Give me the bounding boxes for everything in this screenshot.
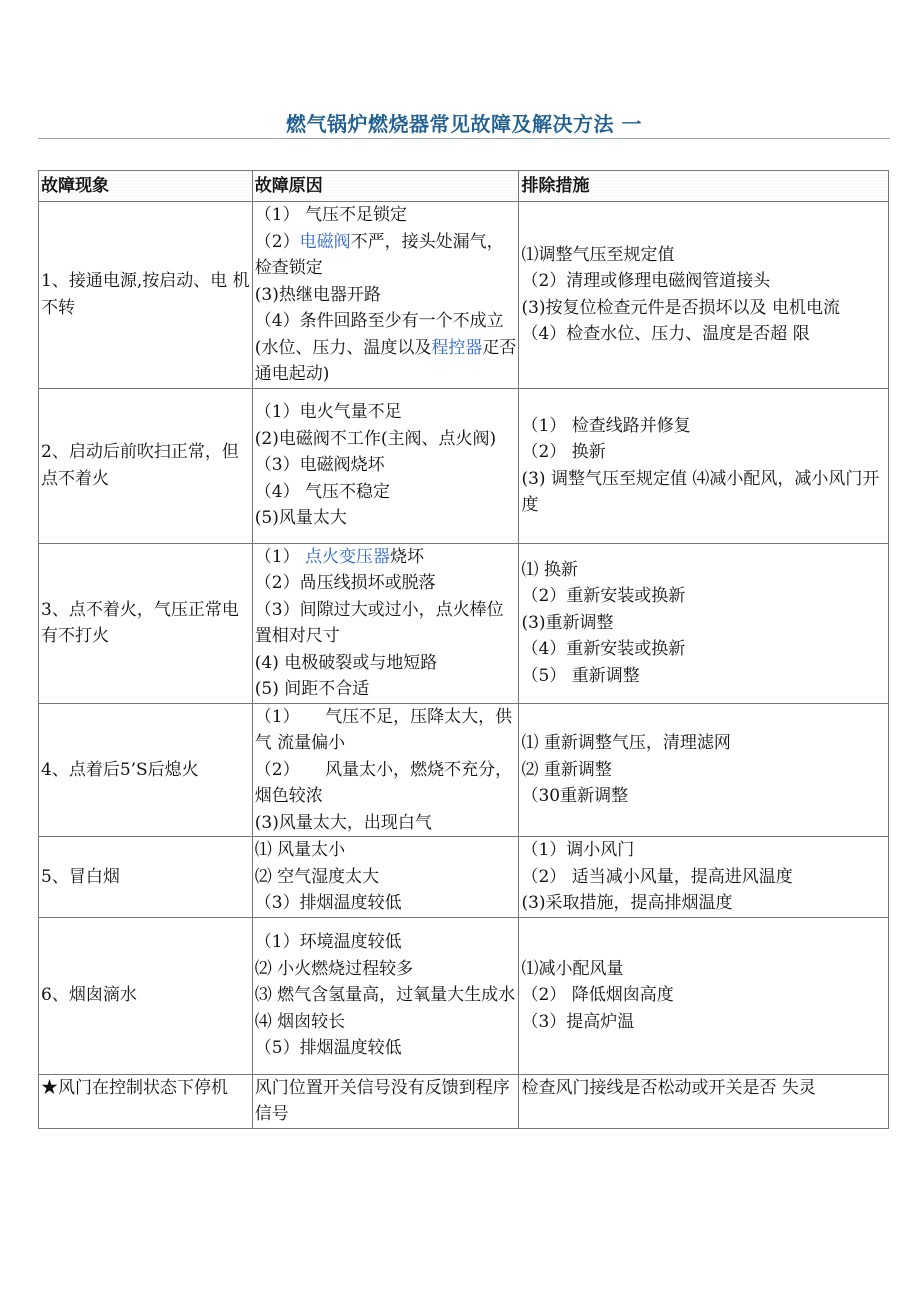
header-cause: 故障原因 [252, 171, 519, 202]
table-row [39, 917, 889, 1074]
cause-line: (5) 间距不合适 [254, 679, 370, 699]
fix-line: （2） 换新 [521, 442, 606, 462]
cause-line: （4）条件回路至少有一个不成立(水位、压力、温度以及程控器疋否通电起动) [254, 311, 517, 384]
table-row [39, 202, 889, 389]
fix-line: ⑵ 重新调整 [521, 759, 612, 780]
table-header-row [39, 171, 889, 202]
cause-line: ⑶ 燃气含氢量高，过氧量大生成水 [254, 985, 516, 1006]
fix-cell [519, 543, 889, 703]
cause-line: ⑵ 小火燃烧过程较多 [254, 958, 414, 979]
cause-line: （3）电磁阀烧坏 [254, 455, 385, 476]
table-row [39, 703, 889, 837]
header-fix: 排除措施 [519, 171, 889, 202]
fix-line: (3)按复位检查元件是否损坏以及 电机电流 [521, 297, 840, 318]
cause-line: （1）环境温度较低 [254, 932, 402, 953]
cause-cell [252, 917, 519, 1074]
symptom-cell: 2、启动后前吹扫正常，但点不着火 [39, 388, 253, 543]
symptom-cell: 4、点着后5’S后熄火 [39, 703, 253, 837]
cause-line: (5)风量太大 [254, 508, 347, 529]
fix-line: (3)采取措施，提高排烟温度 [521, 893, 733, 913]
table-row [39, 837, 889, 918]
cause-line: ⑴ 风量太小 [254, 840, 346, 860]
fix-line: （3）提高炉温 [521, 1011, 635, 1032]
cause-line: （1） 点火变压器烧坏 [254, 546, 424, 567]
symptom-cell: 1、接通电源,按启动、电 机不转 [39, 202, 253, 389]
header-symptom: 故障现象 [39, 171, 253, 202]
link-ignition-transformer[interactable]: 点火变压器 [305, 546, 390, 567]
cause-line: （5）排烟温度较低 [254, 1038, 402, 1059]
cause-cell [252, 1074, 519, 1128]
cause-cell [252, 202, 519, 389]
cause-cell [252, 543, 519, 703]
fix-line: （2） 适当减小风量，提高进风温度 [521, 866, 793, 887]
symptom-cell: 3、点不着火，气压正常电有不打火 [39, 543, 253, 703]
fix-line: ⑴减小配风量 [521, 958, 624, 979]
fix-line: （1）调小风门 [521, 840, 635, 860]
fix-line: （1） 检查线路并修复 [521, 415, 691, 436]
cause-line: (4) 电极破裂或与地短路 [254, 652, 438, 673]
symptom-cell: ★风门在控制状态下停机 [39, 1074, 253, 1128]
fix-line: (3)重新调整 [521, 612, 614, 633]
fix-line: （30重新调整 [521, 786, 629, 806]
cause-line: （2）咼压线损坏或脱落 [254, 573, 436, 593]
fix-cell [519, 1074, 889, 1128]
fix-cell [519, 917, 889, 1074]
table-row [39, 543, 889, 703]
fix-line: 检查风门接线是否松动或开关是否 失灵 [521, 1077, 816, 1098]
table-row [39, 1074, 889, 1128]
cause-cell [252, 703, 519, 837]
link-solenoid-valve[interactable]: 电磁阀 [299, 231, 351, 252]
cause-line: （3）排烟温度较低 [254, 893, 402, 913]
fix-line: ⑴调整气压至规定值 [521, 244, 675, 265]
cause-line: （2）电磁阀不严，接头处漏气， 检查锁定 [254, 231, 504, 278]
symptom-cell: 5、冒白烟 [39, 837, 253, 918]
cause-line: ⑷ 烟囱较长 [254, 1011, 346, 1032]
symptom-cell: 6、烟囱滴水 [39, 917, 253, 1074]
cause-cell [252, 837, 519, 918]
cause-line: （2） 风量太小，燃烧不充分，烟色较浓 [254, 759, 513, 806]
title-rule [38, 104, 890, 139]
cause-line: ⑵ 空气湿度太大 [254, 866, 380, 887]
fault-table [38, 170, 889, 1129]
cause-line: 风门位置开关信号没有反馈到程序信号 [254, 1077, 510, 1124]
table-row [39, 388, 889, 543]
fix-line: （2） 降低烟囱高度 [521, 985, 674, 1006]
fix-line: （2）清理或修理电磁阀管道接头 [521, 271, 771, 292]
fix-line: （4）检查水位、压力、温度是否超 限 [521, 324, 810, 345]
fix-cell [519, 202, 889, 389]
link-program-controller[interactable]: 程控器 [431, 337, 483, 358]
fix-line: （4）重新安装或换新 [521, 639, 686, 660]
cause-line: （4） 气压不稳定 [254, 481, 390, 502]
fix-line: (3) 调整气压至规定值 ⑷减小配风，减小风门开度 [521, 468, 880, 515]
cause-line: （1）电火气量不足 [254, 402, 402, 423]
fix-line: （2）重新安装或换新 [521, 586, 686, 607]
fix-cell [519, 837, 889, 918]
cause-line: （3）间隙过大或过小，点火棒位置相对尺寸 [254, 599, 504, 646]
fix-line: ⑴ 换新 [521, 559, 578, 580]
fix-cell [519, 703, 889, 837]
cause-line: (2)电磁阀不工作(主阀、点火阀) [254, 428, 497, 449]
fix-line: ⑴ 重新调整气压，清理滤网 [521, 733, 731, 753]
cause-line: （1） 气压不足锁定 [254, 205, 407, 225]
cause-cell [252, 388, 519, 543]
cause-line: (3)风量太大，出现白气 [254, 812, 432, 833]
page-title: 燃气锅炉燃烧器常见故障及解决方法 一 [286, 112, 642, 136]
cause-line: (3)热继电器开路 [254, 284, 381, 305]
fix-cell [519, 388, 889, 543]
cause-line: （1） 气压不足，压降太大，供气 流量偏小 [254, 706, 513, 753]
fix-line: （5） 重新调整 [521, 665, 640, 686]
